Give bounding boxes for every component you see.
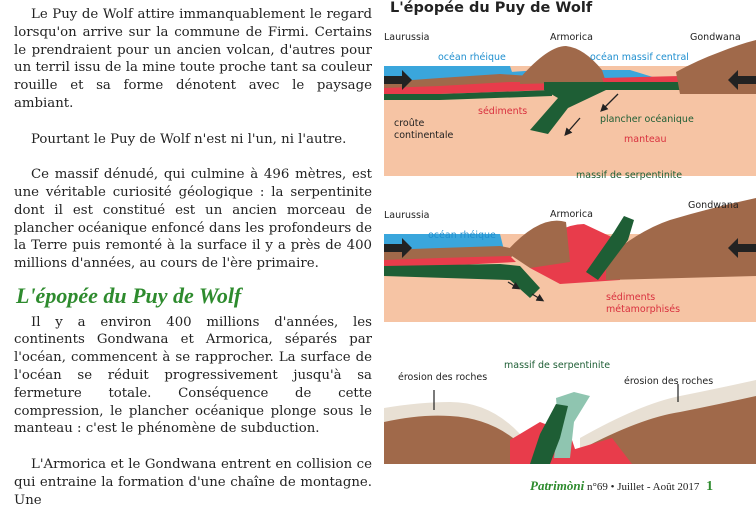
page-number: 1: [706, 479, 714, 494]
label-plancher: plancher océanique: [600, 114, 694, 125]
paragraph-pourtant: Pourtant le Puy de Wolf n'est ni l'un, ni l'autre.: [31, 131, 347, 147]
label-ocean-central: océan massif central: [590, 52, 689, 63]
label-serpentinite-3: massif de serpentinite: [504, 360, 611, 371]
label-serpentinite-2: massif de serpentinite: [576, 170, 683, 181]
label-gondwana-1: Gondwana: [690, 32, 741, 43]
label-erosion-right: érosion des roches: [624, 376, 714, 387]
label-laurussia-2: Laurussia: [384, 210, 430, 221]
label-ocean-rheique-2: océan rhéique: [428, 230, 496, 241]
issue-number: n°69: [586, 481, 608, 493]
paragraph-massif: Ce massif dénudé, qui culmine à 496 mètres, est une véritable curiosité géologique : la serpentinite dont il est constitué est un ancien morceau de plancher océanique enfoncé dans les profondeurs de la Terre puis remonté à la surface il y a près de 400 millions d'années, au cours de l'ère primaire.: [14, 167, 372, 272]
paragraph-continents: Il y a environ 400 millions d'années, les continents Gondwana et Armorica, séparés par l'océan, commencent à se rapprocher. La surface de l'océan se réduit progressivement jusqu'à sa fermeture totale. Conséquence de cette compression, le plancher océanique plonge sous le manteau : c'est le phénomène de subduction.: [14, 314, 372, 437]
label-croute: croûte: [394, 118, 425, 129]
section-heading: L'épopée du Puy de Wolf: [16, 282, 242, 308]
label-gondwana-2: Gondwana: [688, 200, 739, 211]
label-erosion-left: érosion des roches: [398, 372, 488, 383]
label-armorica-2: Armorica: [550, 209, 593, 220]
label-manteau: manteau: [624, 134, 667, 145]
label-armorica-1: Armorica: [550, 32, 593, 43]
issue-date: • Juillet - Août 2017: [610, 481, 700, 493]
label-sediments-meta-1: sédiments: [606, 292, 656, 303]
paragraph-intro: Le Puy de Wolf attire immanquablement le regard lorsqu'on arrive sur la commune de Firmi. Certains le prendraient pour un ancien volcan, d'autres pour un terril issu de la mine toute proche tant sa couleur rouille et sa forme dénotent avec le paysage ambiant.: [14, 7, 372, 111]
diagram-3: [384, 360, 756, 464]
diagram-1: [384, 32, 756, 176]
label-sediments-meta-2: métamorphisés: [606, 304, 681, 315]
diagram-2: [384, 170, 756, 322]
page-footer: [530, 478, 713, 495]
figure-title: L'épopée du Puy de Wolf: [390, 0, 593, 16]
label-continentale: continentale: [394, 130, 454, 141]
ocean-floor-2: [604, 82, 680, 90]
magazine-name: Patrimòni: [530, 478, 585, 493]
label-sediments-1: sédiments: [478, 106, 528, 117]
article-text: [14, 6, 372, 527]
subduction-figure: [380, 18, 756, 473]
label-ocean-rheique-1: océan rhéique: [438, 52, 506, 63]
paragraph-collision: L'Armorica et le Gondwana entrent en collision ce qui entraine la formation d'une chaîne de montagne. Une: [14, 456, 372, 508]
gondwana-crust: [676, 40, 756, 94]
label-laurussia-1: Laurussia: [384, 32, 430, 43]
